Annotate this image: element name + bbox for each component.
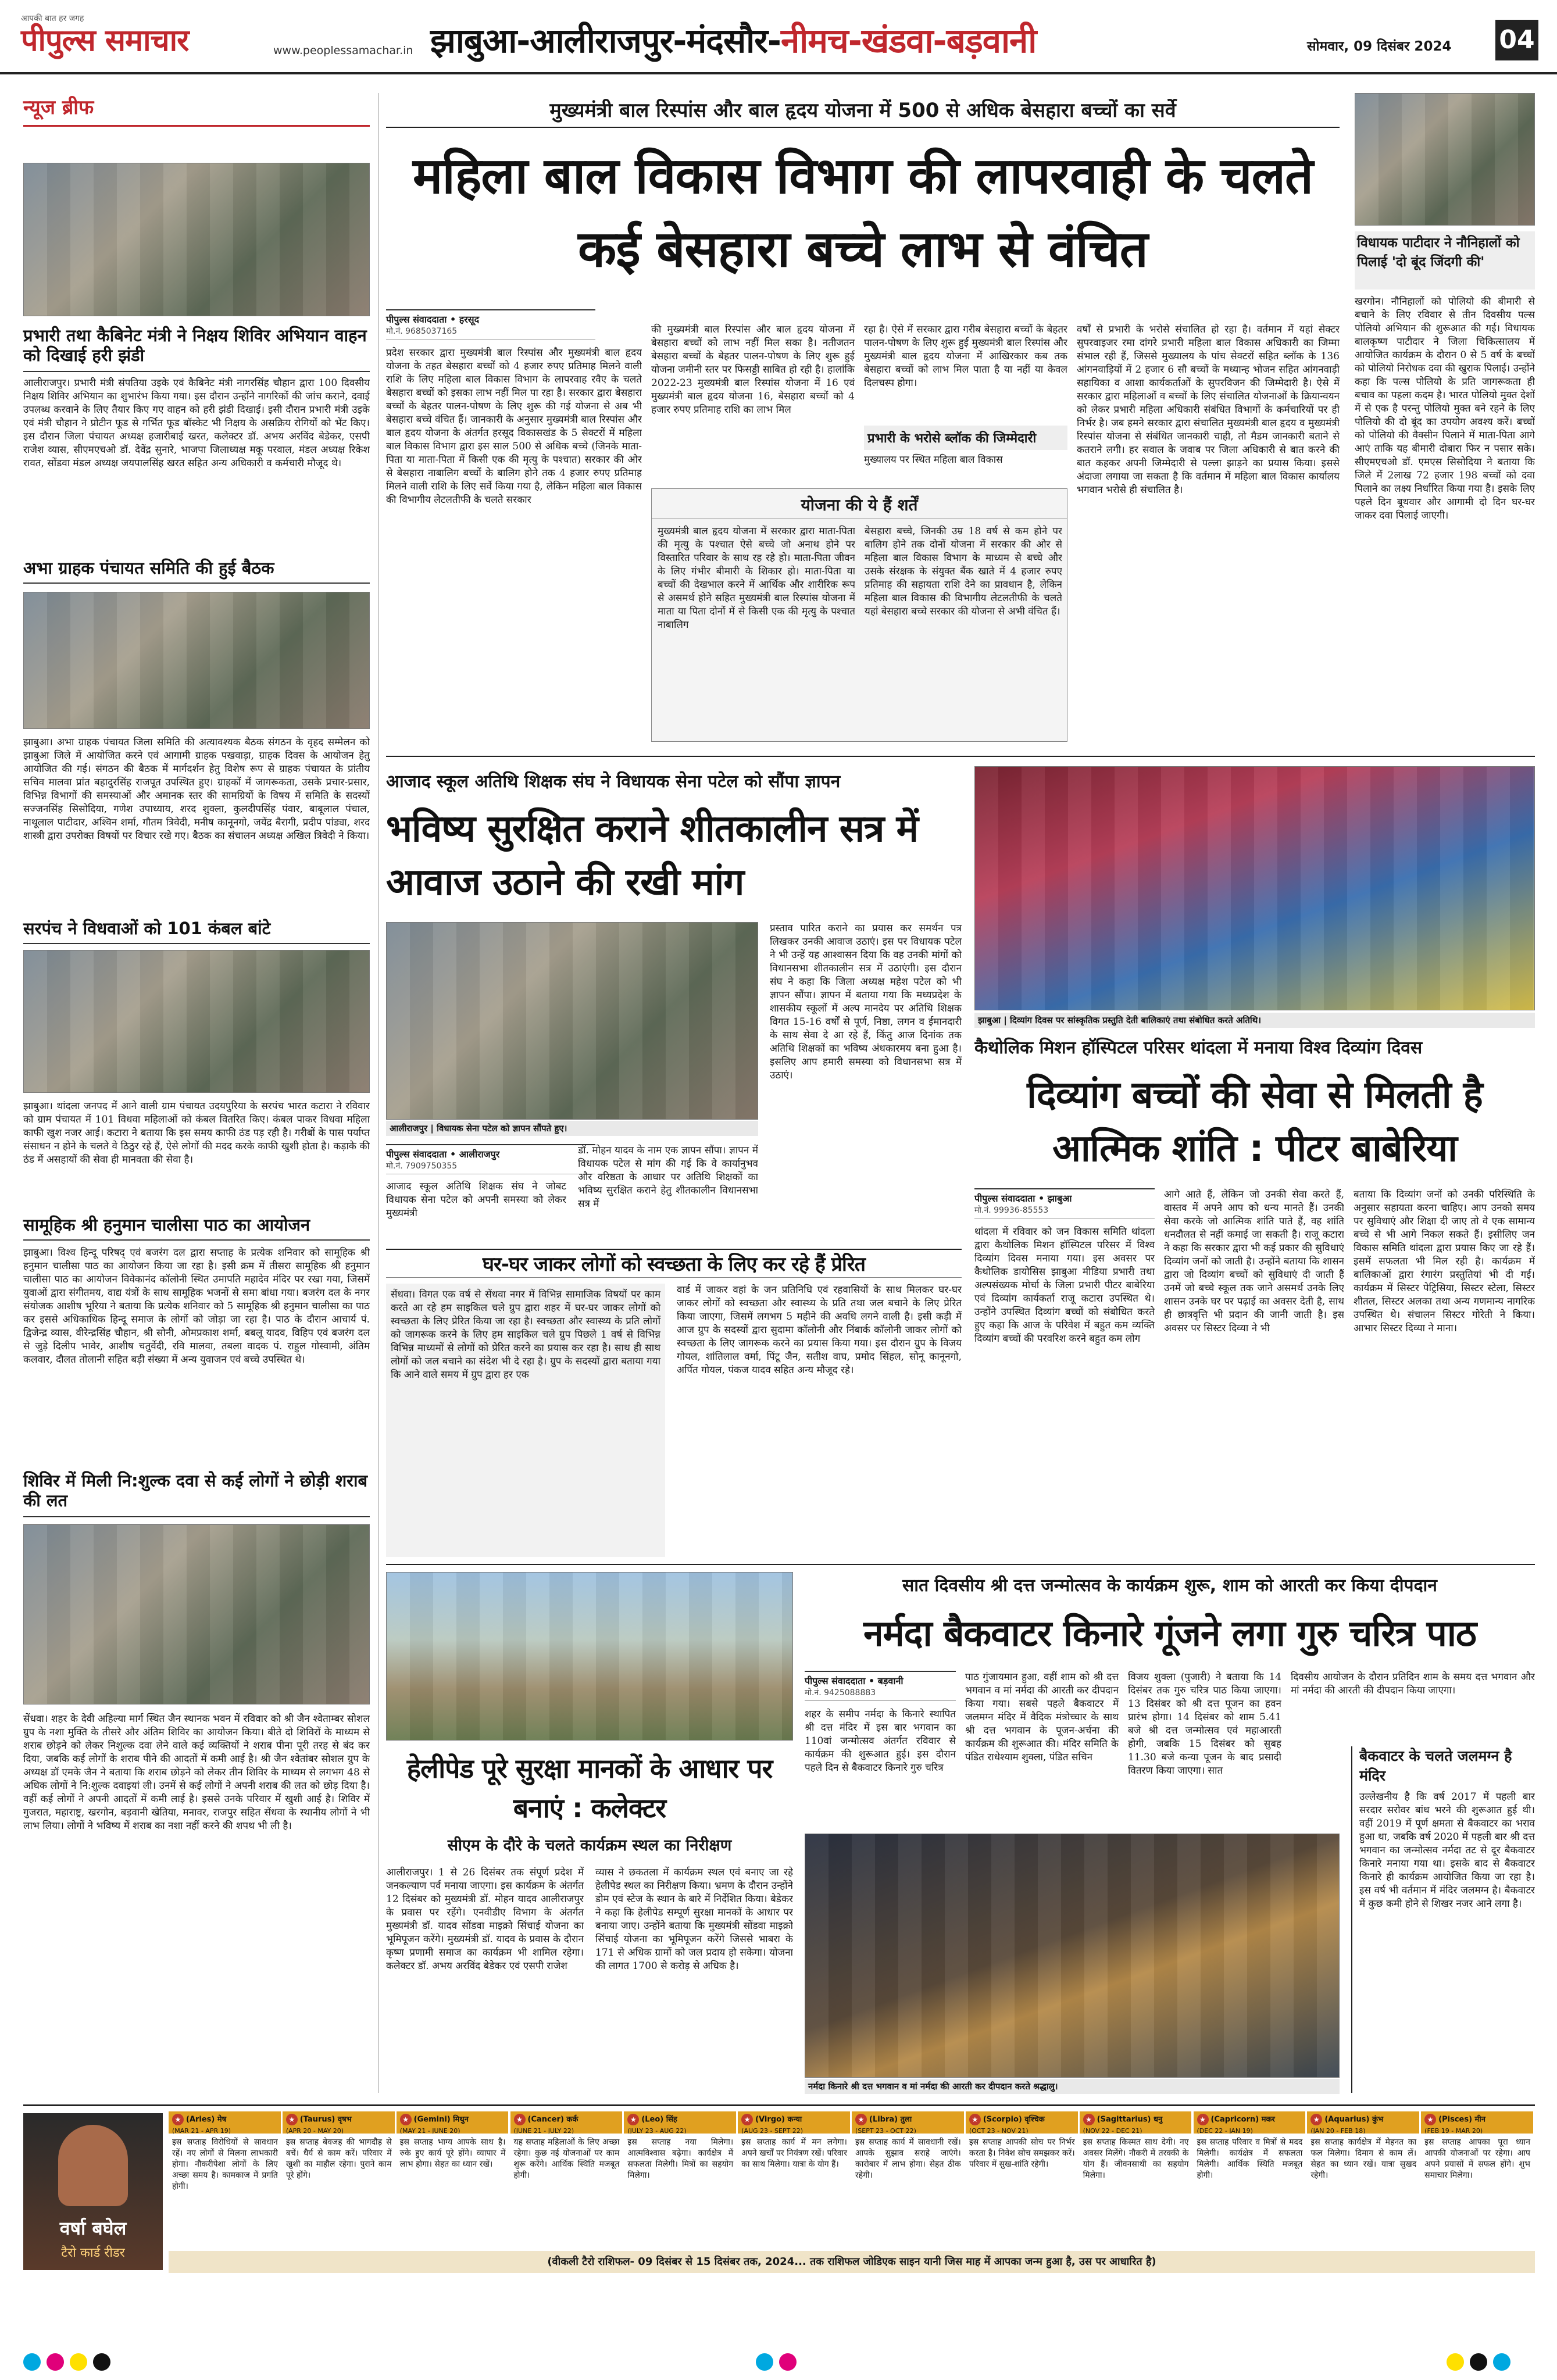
zodiac-symbol-icon: ★ bbox=[286, 2114, 298, 2125]
zodiac-symbol-icon: ★ bbox=[627, 2114, 639, 2125]
narmada-sidebar-body: उल्लेखनीय है कि वर्ष 2017 में पहली बार सरदार सरोवर बांध भरने की शुरूआत हुई थी। वहीं 2019 में पूर्ण क्षमता से बैकवाटर का भराव हुआ था, जबकि वर्ष 2020 में पहली बार श्री दत्त भगवान का जन्मोत्सव नर्मदा तट से दूर बैकवाटर किनारे मनाया गया था। इसके बाद से बैकवाटर किनारे ही कार्यक्रम आयोजित किया जा रहा है। इस वर्ष भी वर्तमान में मंदिर जलमग्न है। बैकवाटर में कुछ कमी होने से शिखर नजर आने लगा है। bbox=[1359, 1791, 1535, 1910]
lead-col-3b: मुख्यालय पर स्थित महिला बाल विकास bbox=[864, 454, 1003, 466]
zodiac-sign-4 bbox=[624, 2111, 737, 2245]
polio-body: खरगोन। नौनिहालों को पोलियो की बीमारी से बचाने के लिए रविवार से तीन दिवसीय पल्स पोलियो अभियान की शुरूआत की गई। विधायक बालकृष्ण पाटीदार ने जिला चिकित्सालय में आयोजित कार्यक्रम के दौरान 0 से 5 वर्ष के बच्चों को पोलियो निरोधक दवा की खुराक पिलाई। उन्होंने कहा कि पल्स पोलियो के प्रति जागरूकता ही बचाव का पहला कदम है। भारत पोलियो मुक्त देशों में से एक है परन्तु पोलियो मुक्त बने रहने के लिए पोलियो की दो बूंद का उपयोग अवश्य करें। बच्चों को पोलियो की वैक्सीन पिलाने में माता-पिता आगे आएं ताकि यह बीमारी दोबारा फिर न पसार सके। सीएमएचओ डॉ. एमएस सिसोदिया ने बताया कि जिले में 2लाख 72 हजार 198 बच्चों को दवा पिलाने का लक्ष्य निर्धारित किया गया है। इसके लिए पहले दिन बूथवार और आगामी दो दिन घर-घर जाकर दवा पिलाई जाएगी। bbox=[1355, 296, 1535, 521]
zodiac-sign-name: (Capricorn) मकर bbox=[1210, 2115, 1275, 2124]
narmada-col-1: शहर के समीप नर्मदा के किनारे स्थापित श्री दत्त मंदिर में इस बार भगवान का 110वां जन्मोत्सव अंतर्गत रविवार से कार्यक्रम की शुरूआत हुई। इस दौरान पहले दिन से बैकवाटर किनारे गुरु चरित्र bbox=[805, 1709, 956, 1774]
reader-title: टैरो कार्ड रीडर bbox=[61, 2246, 125, 2260]
zodiac-sign-text: इस सप्ताह कार्यक्षेत्र में मेहनत का फल मिलेगा। दिमाग से काम लें। सेहत का ध्यान रखें। यात्रा सुखद रहेगी। bbox=[1310, 2138, 1417, 2180]
lead-byline-text: पीपुल्स संवाददाता • हरसूद bbox=[386, 314, 480, 325]
brief-headline-3: सरपंच ने विधवाओं को 101 कंबल बांटे bbox=[23, 919, 370, 944]
divyang-photo bbox=[974, 766, 1535, 1010]
reg-mark-black-2 bbox=[1470, 2353, 1487, 2371]
zodiac-sign-header bbox=[1194, 2111, 1306, 2134]
divyang-photo-caption: झाबुआ | दिव्यांग दिवस पर सांस्कृतिक प्रस्तुति देती बालिकाएं तथा संबोधित करते अतिथि। bbox=[974, 1013, 1535, 1028]
zodiac-sign-header bbox=[738, 2111, 851, 2134]
zodiac-sign-dates: (JULY 23 - AUG 22) bbox=[627, 2127, 687, 2134]
brief-headline-2: अभा ग्राहक पंचायत समिति की हुई बैठक bbox=[23, 558, 370, 584]
reg-mark-black bbox=[93, 2353, 110, 2371]
narmada-photo bbox=[805, 1834, 1340, 2078]
swachhta-story bbox=[386, 1284, 962, 1557]
reader-name: वर्षा बघेल bbox=[59, 2217, 127, 2239]
edition-part-1: झाबुआ-आलीराजपुर-मंदसौर- bbox=[430, 21, 781, 60]
zodiac-sign-text: इस सप्ताह नया मिलेगा। आत्मविश्वास बढ़ेगा। कार्यक्षेत्र में सफलता मिलेगी। मित्रों का सहयोग मिलेगा। bbox=[627, 2138, 734, 2180]
page-number: 04 bbox=[1495, 20, 1538, 60]
reg-mark-yellow bbox=[70, 2353, 87, 2371]
yojana-box-col-2: बेसहारा बच्चे, जिनकी उम्र 18 वर्ष से कम होने पर बालिग होने तक दोनों योजना में सरकार की ओर से महिला बाल विकास विभाग के माध्यम से बच्चे और उसके संरक्षक के संयुक्त बैंक खाते में 4 हजार रुपए प्रतिमाह की सहायता राशि देने का प्रावधान है, लेकिन महिला बाल विकास की विभागीय लेटलतीफी के चलते यहां बेसहारा बच्चे सरकार की योजना से अभी वंचित हैं। bbox=[865, 526, 1062, 617]
zodiac-sign-header bbox=[397, 2111, 509, 2134]
zodiac-sign-name: (Cancer) कर्क bbox=[527, 2115, 578, 2124]
narmada-sidebar bbox=[1351, 1746, 1535, 2093]
lead-col-4: वर्षों से प्रभारी के भरोसे संचालित हो रहा है। वर्तमान में यहां सेक्टर सुपरवाइजर रमा दांगरे प्रभारी महिला बाल विकास अधिकारी का जिम्मा संभाल रही हैं, जिससे मुख्यालय के पांच सेक्टरों सहित ब्लॉक के 136 आंगनवाड़ियों में 2 हजार 6 सौ बच्चों के मध्यान्ह भोजन सहित आंगनवाड़ी सहायिका व आशा कार्यकर्ताओं के सुपरविजन की जिम्मेदारी है। ऐसे में सरकार द्वारा महिलाओं व बच्चों के लिए संचालित योजनाओं के क्रियान्वयन को लेकर प्रभारी महिला अधिकारी संबंधित विभागों के कर्मचारियों पर ही निर्भर है। जब हमने सरकार द्वारा संचालित मुख्यमंत्री बाल हृदय व मुख्यमंत्री रिस्पांस योजना से संबंधित जानकारी चाही, तो मैडम जानकारी बताने से कतराने लगी। हर सवाल के जवाब पर जिला अधिकारी से बात करने की बात कहकर अपनी जिम्मेदारी से पल्ला झाड़ने का प्रयास किया। इससे अंदाजा लगाया जा सकता है कि वर्तमान में महिला बाल विकास कार्यालय भगवान भरोसे ही संचालित है। bbox=[1077, 324, 1340, 496]
zodiac-sign-dates: (FEB 19 - MAR 20) bbox=[1424, 2127, 1483, 2134]
zodiac-sign-0 bbox=[169, 2111, 281, 2245]
brief-body-2: झाबुआ। अभा ग्राहक पंचायत जिला समिति की अत्यावश्यक बैठक संगठन के वृहद सम्मेलन को झाबुआ जिले में आयोजित करने एवं आगामी ग्राहक पखवाड़ा, ग्राहक दिवस के आयोजन हेतु आयोजित की गई। संगठन की बैठक में मार्गदर्शन हेतु विशेष रूप से ग्राहक पंचायत के प्रांतीय सचिव मालवा प्रांत बहादुरसिंह राजपूत उपस्थित हुए। ग्राहकों में जागरूकता, उसके प्रचार-प्रसार, विभिन्न विभागों की समस्याओं और अमानक स्तर की सामग्रियों के विषय में समिति के सदस्यों सज्जनसिंह सिसोदिया, गणेश उपाध्याय, शरद शुक्ला, कुलदीपसिंह पंवार, बाबूलाल पंचाल, नाथूलाल पाटीदार, अश्विन शर्मा, गौतम त्रिवेदी, मनीष कानूनगो, जयेंद्र बैरागी, प्रदीप पांड्या, शरद शास्त्री द्वारा उपरोक्त विषयों पर विचार रखे गए। बैठक का संचालन अध्यक्ष अखिल त्रिवेदी ने किया। bbox=[23, 737, 370, 842]
teacher-col-3: प्रस्ताव पारित कराने का प्रयास कर समर्थन पत्र लिखकर उनकी आवाज उठाएं। इस पर विधायक पटेल ने भी उन्हें यह आश्वासन दिया कि वह उनकी मांगों को विधानसभा शीतकालीन सत्र में उठाएंगी। इस दौरान संघ ने कहा कि जिला अध्यक्ष महेश पटेल को भी ज्ञापन सौंपा। ज्ञापन में बताया गया कि मध्यप्रदेश के शासकीय स्कूलों में अल्प मानदेय पर अतिथि शिक्षक विगत 15-16 वर्षों से पूर्ण, निष्ठा, लगन व ईमानदारी के साथ सेवा दे आ रहे हैं, किंतु आज दिनांक तक अतिथि शिक्षकों का भविष्य अंधकारमय बना हुआ है। इसलिए आप हमारी समस्या को विधानसभा सत्र में उठाएं। bbox=[770, 923, 962, 1081]
lead-story bbox=[386, 93, 1340, 747]
narmada-story bbox=[805, 1572, 1535, 2095]
reg-mark-yellow-2 bbox=[1447, 2353, 1464, 2371]
zodiac-sign-11 bbox=[1421, 2111, 1534, 2245]
zodiac-sign-text: इस सप्ताह परिवार व मित्रों से मदद मिलेगी। कार्यक्षेत्र में सफलता मिलेगी। आर्थिक स्थिति मजबूत होगी। bbox=[1197, 2138, 1303, 2180]
brief-headline-4: सामूहिक श्री हनुमान चालीसा पाठ का आयोजन bbox=[23, 1215, 370, 1241]
divyang-headline: दिव्यांग बच्चों की सेवा से मिलती है आत्मिक शांति : पीटर बाबेरिया bbox=[1027, 1074, 1483, 1170]
teacher-col-1: आजाद स्कूल अतिथि शिक्षक संघ ने जोबट विधायक सेना पटेल को अपनी समस्या को लेकर मुख्यमंत्री bbox=[386, 1181, 566, 1219]
polio-story bbox=[1355, 93, 1535, 747]
zodiac-sign-6 bbox=[852, 2111, 965, 2245]
teacher-mobile: मो.नं. 7909750355 bbox=[386, 1162, 458, 1171]
divyang-kicker: कैथोलिक मिशन हॉस्पिटल परिसर थांदला में मनाया विश्व दिव्यांग दिवस bbox=[974, 1038, 1423, 1058]
zodiac-sign-name: (Gemini) मिथुन bbox=[413, 2115, 469, 2124]
zodiac-symbol-icon: ★ bbox=[172, 2114, 184, 2125]
brief-body-1: आलीराजपुर। प्रभारी मंत्री संपतिया उइके एवं कैबिनेट मंत्री नागरसिंह चौहान द्वारा 100 दिवसीय निक्षय शिविर अभियान का शुभारंभ किया गया। इस दौरान उन्होंने नागरिकों की जांच कराने, दवाई उपलब्ध करवाने के लिए तैयार किए गए वाहन को हरी झंडी दिखाई। इसी दौरान प्रभारी मंत्री उइके एवं मंत्री चौहान ने प्रोटीन फूड से गर्भित फूड बॉस्केट भी निक्षय के असक्रिय रोगियों को भेंट किए। इस दौरान जिला पंचायत अध्यक्ष हजारीबाई खरत, कलेक्टर डॉ. अभय अरविंद बेडेकर, एसपी राजेश व्यास, सीएमएचओ डॉ. देवेंद्र सुनारे, भाजपा जिलाध्यक्ष मकू परवाल, मंडल अध्यक्ष रिकेश रावत, सोंडवा मंडल अध्यक्ष जयपालसिंह खरत सहित अन्य अधिकारी व कर्मचारी मौजूद थे। bbox=[23, 377, 370, 469]
zodiac-sign-8 bbox=[1080, 2111, 1192, 2245]
zodiac-sign-2 bbox=[397, 2111, 509, 2245]
brief-photo-1 bbox=[23, 163, 370, 316]
zodiac-sign-name: (Libra) तुला bbox=[869, 2115, 912, 2124]
narmada-photo-caption: नर्मदा किनारे श्री दत्त भगवान व मां नर्मदा की आरती कर दीपदान करते श्रद्धालु। bbox=[805, 2079, 1340, 2094]
logo bbox=[21, 13, 265, 59]
zodiac-sign-dates: (MAR 21 - APR 19) bbox=[172, 2127, 231, 2134]
zodiac-sign-name: (Aries) मेष bbox=[186, 2115, 227, 2124]
teacher-photo-caption: आलीराजपुर | विधायक सेना पटेल को ज्ञापन सौंपते हुए। bbox=[386, 1121, 758, 1136]
divyang-byline-text: पीपुल्स संवाददाता • झाबुआ bbox=[974, 1193, 1072, 1204]
section-rule-2 bbox=[386, 1564, 1535, 1565]
zodiac-symbol-icon: ★ bbox=[741, 2114, 753, 2125]
lead-subhead: प्रभारी के भरोसे ब्लॉक की जिम्मेदारी bbox=[864, 426, 1067, 450]
horoscope-footer: (वीकली टैरो राशिफल- 09 दिसंबर से 15 दिसंबर तक, 2024... तक राशिफल जोडिएक साइन यानी जिस माह में आपका जन्म हुआ है, उस पर आधारित है) bbox=[169, 2251, 1535, 2273]
edition-part-2: नीमच-खंडवा-बड़वानी bbox=[780, 21, 1037, 60]
zodiac-symbol-icon: ★ bbox=[1083, 2114, 1095, 2125]
zodiac-sign-dates: (APR 20 - MAY 20) bbox=[285, 2127, 344, 2134]
narmada-byline-text: पीपुल्स संवाददाता • बड़वानी bbox=[805, 1675, 904, 1686]
zodiac-sign-header bbox=[283, 2111, 395, 2134]
divyang-byline bbox=[974, 1188, 1155, 1218]
swachhta-col-2: वार्ड में जाकर वहां के जन प्रतिनिधि एवं रहवासियों के साथ मिलकर घर-घर जाकर लोगों को स्वच्छता और स्वास्थ्य के प्रति तथा जल बचाने के लिए प्रेरित किया जाएगा, जिसमें लगभग 5 महीने की अवधि लगने वाली है। इसी कड़ी में आज ग्रुप के सदस्यों द्वारा सुदामा कॉलोनी और निंबार्क कॉलोनी जाकर लोगों को स्वच्छता के लिए जागरूक करने का प्रयास किया गया। इस दौरान ग्रुप के विजय गोयल, शांतिलाल वर्मा, पिंटू जैन, सतीश वाघ, प्रमोद सिंहल, सोनू कानूनगो, अर्पित गोयल, पंकज यादव सहित अन्य मौजूद रहे। bbox=[677, 1284, 962, 1376]
yojana-box-title: योजना की ये हैं शर्तें bbox=[652, 489, 1067, 519]
narmada-headline: नर्मदा बैकवाटर किनारे गूंजने लगा गुरु चरित्र पाठ bbox=[863, 1612, 1476, 1654]
brief-headline-1: प्रभारी तथा कैबिनेट मंत्री ने निक्षय शिविर अभियान वाहन को दिखाई हरी झंडी bbox=[23, 326, 370, 372]
polio-photo bbox=[1355, 93, 1535, 226]
brief-headline-5: शिविर में मिली नि:शुल्क दवा से कई लोगों ने छोड़ी शराब की लत bbox=[23, 1471, 370, 1517]
narmada-mobile: मो.नं. 9425088883 bbox=[805, 1688, 876, 1698]
zodiac-sign-dates: (OCT 23 - NOV 21) bbox=[969, 2127, 1029, 2134]
lead-headline: महिला बाल विकास विभाग की लापरवाही के चलते कई बेसहारा बच्चे लाभ से वंचित bbox=[413, 147, 1313, 278]
narmada-col-2: पाठ गुंजायमान हुआ, वहीं शाम को श्री दत्त भगवान व मां नर्मदा की आरती कर दीपदान किया गया। सबसे पहले बैकवाटर में जलमग्न मंदिर में वैदिक मंत्रोच्चार के साथ श्री दत्त भगवान के पूजन-अर्चना की कार्यक्रम की शुरूआत की। मंदिर समिति के पंडित राधेश्याम शुक्ला, पंडित सचिन bbox=[965, 1671, 1119, 1763]
divyang-mobile: मो.नं. 99936-85553 bbox=[974, 1206, 1049, 1215]
lead-byline bbox=[386, 309, 595, 340]
brief-body-3: झाबुआ। थांदला जनपद में आने वाली ग्राम पंचायत उदयपुरिया के सरपंच भारत कटारा ने रविवार को ग्राम पंचायत में 101 विधवा महिलाओं को कंबल वितरित किए। कंबल पाकर विधवा महिला काफी खुश नजर आई। कटारा ने बताया कि इस समय काफी ठंड पड़ रही है। गरीबों के पास पर्याप्त संसाधन न होने के चलते वे ठिठुर रहे हैं, ऐसे लोगों की मदद करके काफी खुशी होता है। कड़ाके की ठंड में असहायों की सेवा ही मानवता की सेवा है। bbox=[23, 1100, 370, 1166]
narmada-sidebar-title: बैकवाटर के चलते जलमग्न है मंदिर bbox=[1359, 1748, 1512, 1784]
zodiac-sign-text: इस सप्ताह कार्य में सावधानी रखें। आपके सुझाव सराहे जाएंगे। कारोबार में लाभ होगा। सेहत ठीक रहेगी। bbox=[855, 2138, 961, 2180]
brief-photo-2 bbox=[23, 592, 370, 729]
reader-photo bbox=[58, 2125, 128, 2206]
edition-title bbox=[430, 16, 1036, 62]
zodiac-sign-5 bbox=[738, 2111, 851, 2245]
news-brief-label: न्यूज ब्रीफ bbox=[23, 93, 370, 127]
divyang-col-1: थांदला में रविवार को जन विकास समिति थांदला द्वारा कैथोलिक मिशन हॉस्पिटल परिसर में विश्व दिव्यांग दिवस मनाया गया। इस अवसर पर कैथोलिक डायोसिस झाबुआ मीडिया प्रभारी तथा अल्पसंख्यक मोर्चा के जिला प्रभारी पीटर बाबेरिया एवं दिव्यांग कार्यकर्ता राजू कटारा उपस्थित थे। उन्होंने उपस्थित दिव्यांग बच्चों को संबोधित करते हुए कहा कि आज के परिवेश में बहुत कम व्यक्ति दिव्यांग बच्चों की परवरिश करने बहुत कम लोग bbox=[974, 1226, 1155, 1345]
zodiac-sign-text: इस सप्ताह भाग्य आपके साथ है। रुके हुए कार्य पूरे होंगे। व्यापार में लाभ होगा। सेहत का ध्यान रखें। bbox=[399, 2138, 506, 2169]
teacher-kicker: आजाद स्कूल अतिथि शिक्षक संघ ने विधायक सेना पटेल को सौंपा ज्ञापन bbox=[386, 771, 841, 792]
narmada-col-3: विजय शुक्ला (पुजारी) ने बताया कि 14 दिसंबर तक गुरु चरित्र पाठ किया जाएगा। 13 दिसंबर को श्री दत्त पूजन का हवन प्रारंभ होगा। 14 दिसंबर को शाम 5.41 बजे श्री दत्त जन्मोत्सव एवं महाआरती होगी, जबकि 15 दिसंबर को सुबह 11.30 बजे कन्या पूजन के बाद प्रसादी वितरण किया जाएगा। सात bbox=[1128, 1671, 1281, 1777]
zodiac-sign-text: इस सप्ताह आपका पूरा ध्यान आपकी योजनाओं पर रहेगा। आप अपने प्रयासों में सफल होंगे। शुभ समाचार मिलेगा। bbox=[1424, 2138, 1530, 2180]
logo-text: पीपुल्स समाचार bbox=[21, 23, 189, 58]
zodiac-symbol-icon: ★ bbox=[1424, 2114, 1436, 2125]
zodiac-symbol-icon: ★ bbox=[1310, 2114, 1322, 2125]
reg-mark-magenta-2 bbox=[779, 2353, 797, 2371]
zodiac-sign-header bbox=[1080, 2111, 1192, 2134]
teacher-byline bbox=[386, 1144, 595, 1174]
divyang-col-3: बताया कि दिव्यांग जनों को उनकी परिस्थिति के अनुसार सहायता करना चाहिए। आप उनको समय पर सुविधाएं और शिक्षा दी जाए तो वे एक सामान्य बच्चे से भी आगे निकल सकते हैं। इसीलिए जन विकास समिति थांदला द्वारा प्रयास किए जा रहे हैं। इसमें सफलता भी मिल रही है। कार्यक्रम में बालिकाओं द्वारा रंगारंग प्रस्तुतियां भी दी गई। कार्यक्रम में सिस्टर पेट्रिसिया, सिस्टर स्टेला, सिस्टर शीतल, सिस्टर अलका तथा अन्य गणमान्य नागरिक उपस्थित थे। संचालन सिस्टर गोरेती ने किया। आभार सिस्टर दिव्या ने माना। bbox=[1354, 1189, 1535, 1334]
lead-kicker: मुख्यमंत्री बाल रिस्पांस और बाल हृदय योजना में 500 से अधिक बेसहारा बच्चों का सर्वे bbox=[386, 93, 1340, 128]
zodiac-sign-dates: (NOV 22 - DEC 21) bbox=[1083, 2127, 1142, 2134]
reg-mark-cyan-2 bbox=[756, 2353, 773, 2371]
zodiac-sign-header bbox=[852, 2111, 965, 2134]
teacher-byline-text: पीपुल्स संवाददाता • आलीराजपुर bbox=[386, 1149, 500, 1160]
zodiac-symbol-icon: ★ bbox=[855, 2114, 867, 2125]
brief-body-5: सेंधवा। शहर के देवी अहिल्या मार्ग स्थित जैन स्थानक भवन में रविवार को श्री जैन श्वेताम्बर सोशल ग्रुप के नशा मुक्ति के तीसरे और अंतिम शिविर का आयोजन किया। बीते दो शिविरों के माध्यम से शराब छोड़ने को लेकर निशुल्क दवा लेने वाले कई व्यक्तियों ने शराब पीना पूरी तरह से बंद कर दिया, जबकि कई लोगों के शराब पीने की आदतों में कमी आई है। श्री जैन श्वेतांबर सोशल ग्रुप के अध्यक्ष डॉ एमके जैन ने बताया कि शराब छोड़ने को लेकर तीन शिविर के माध्यम से लगभग 48 से अधिक लोगों ने नि:शुल्क दवाइयां ली। उनमें से कई लोगों ने अपनी शराब की लत को छोड़ दिया है। वहीं कई लोगों ने अपनी आदतों में कमी लाई है। इससे उनके परिवार में खुशी आई है। शिविर में गुजरात, महाराष्ट्र, खरगोन, बड़वानी खेतिया, मनावर, राजपुर सहित सेंधवा के स्थानीय लोगों ने भी लाभ लिया। लोगों ने भविष्य में शराब का नशा नहीं करने की शपथ भी ली है। bbox=[23, 1713, 370, 1832]
narmada-kicker: सात दिवसीय श्री दत्त जन्मोत्सव के कार्यक्रम शुरू, शाम को आरती कर किया दीपदान bbox=[902, 1575, 1437, 1596]
zodiac-sign-name: (Taurus) वृषभ bbox=[299, 2115, 352, 2124]
zodiac-sign-3 bbox=[510, 2111, 623, 2245]
narmada-col-4: दिवसीय आयोजन के दौरान प्रतिदिन शाम के समय दत्त भगवान और मां नर्मदा की आरती की दीपदान किया जाएगा। bbox=[1291, 1671, 1535, 1696]
zodiac-sign-header bbox=[624, 2111, 737, 2134]
zodiac-sign-header bbox=[510, 2111, 623, 2134]
masthead bbox=[0, 0, 1557, 74]
teacher-col-2: डॉ. मोहन यादव के नाम एक ज्ञापन सौंपा। ज्ञापन में विधायक पटेल से मांग की गई कि वे कार्यानुभव और वरिष्ठता के आधार पर अतिथि शिक्षकों का भविष्य सुरक्षित कराने हेतु शीतकालीन विधानसभा सत्र में bbox=[578, 1145, 758, 1210]
zodiac-symbol-icon: ★ bbox=[400, 2114, 412, 2125]
polio-caption: विधायक पाटीदार ने नौनिहालों को पिलाई 'दो बूंद जिंदगी की' bbox=[1355, 231, 1535, 290]
website[interactable]: www.peoplessamachar.in bbox=[273, 44, 413, 57]
swachhta-headline: घर-घर जाकर लोगों को स्वच्छता के लिए कर रहे हैं प्रेरित bbox=[386, 1249, 962, 1278]
brief-photo-5 bbox=[23, 1524, 370, 1704]
reg-mark-magenta bbox=[47, 2353, 64, 2371]
color-registration-marks bbox=[0, 2344, 1557, 2380]
zodiac-sign-text: यह सप्ताह महिलाओं के लिए अच्छा रहेगा। कुछ नई योजनाओं पर काम शुरू करेंगे। आर्थिक स्थिति मजबूत होगी। bbox=[513, 2138, 620, 2180]
teacher-headline: भविष्य सुरक्षित कराने शीतकालीन सत्र में आवाज उठाने की रखी मांग bbox=[386, 807, 918, 904]
issue-date: सोमवार, 09 दिसंबर 2024 bbox=[1307, 39, 1452, 54]
helipad-headline: हेलीपेड पूरे सुरक्षा मानकों के आधार पर बनाएं : कलेक्टर bbox=[406, 1753, 773, 1824]
zodiac-sign-header bbox=[1421, 2111, 1534, 2134]
teacher-photo bbox=[386, 922, 758, 1120]
helipad-photo bbox=[386, 1572, 793, 1741]
zodiac-sign-name: (Leo) सिंह bbox=[641, 2115, 677, 2124]
section-rule-1 bbox=[386, 756, 1535, 757]
tarot-reader bbox=[23, 2113, 163, 2270]
zodiac-sign-dates: (JAN 20 - FEB 18) bbox=[1310, 2127, 1366, 2134]
zodiac-symbol-icon: ★ bbox=[514, 2114, 526, 2125]
zodiac-symbol-icon: ★ bbox=[1197, 2114, 1209, 2125]
zodiac-sign-name: (Virgo) कन्या bbox=[755, 2115, 802, 2124]
lead-mobile: मो.नं. 9685037165 bbox=[386, 327, 458, 336]
zodiac-sign-text: इस सप्ताह विरोधियों से सावधान रहें। नए लोगों से मिलना लाभकारी होगा। नौकरीपेशा लोगों के लिए अच्छा समय है। कामकाज में प्रगति होगी। bbox=[172, 2138, 278, 2191]
helipad-col-1: आलीराजपुर। 1 से 26 दिसंबर तक संपूर्ण प्रदेश में जनकल्याण पर्व मनाया जाएगा। इस कार्यक्रम के अंतर्गत 12 दिसंबर को मुख्यमंत्री डॉ. मोहन यादव आलीराजपुर के प्रवास पर रहेंगे। एनवीडीए विभाग के अंतर्गत मुख्यमंत्री डॉ. यादव सोंडवा माइक्रो सिंचाई योजना का भूमिपूजन करेंगे। मुख्यमंत्री डॉ. यादव के प्रवास के दौरान कृष्ण प्रणामी समाज का कार्यक्रम भी शामिल रहेगा। कलेक्टर डॉ. अभय अरविंद बेडेकर एवं एसपी राजेश bbox=[386, 1867, 584, 1972]
zodiac-sign-dates: (DEC 22 - JAN 19) bbox=[1197, 2127, 1253, 2134]
zodiac-sign-name: (Sagittarius) धनु bbox=[1097, 2115, 1163, 2124]
zodiac-sign-name: (Aquarius) कुंभ bbox=[1324, 2115, 1384, 2124]
news-brief-column bbox=[23, 93, 370, 2093]
zodiac-sign-7 bbox=[966, 2111, 1079, 2245]
yojana-box bbox=[651, 488, 1067, 742]
divyang-story bbox=[974, 766, 1535, 1557]
zodiac-sign-dates: (SEPT 23 - OCT 22) bbox=[855, 2127, 916, 2134]
zodiac-sign-header bbox=[169, 2111, 281, 2134]
zodiac-sign-10 bbox=[1307, 2111, 1420, 2245]
brief-photo-3 bbox=[23, 950, 370, 1093]
zodiac-sign-text: इस सप्ताह बेवजह की भागदौड़ से बचें। धैर्य से काम करें। परिवार में खुशी का माहौल रहेगा। पुराने काम पूरे होंगे। bbox=[285, 2138, 392, 2180]
zodiac-symbol-icon: ★ bbox=[969, 2114, 981, 2125]
zodiac-sign-1 bbox=[283, 2111, 395, 2245]
zodiac-sign-text: इस सप्ताह आपकी सोच पर निर्भर करता है। निवेश सोच समझकर करें। परिवार में सुख-शांति रहेगी। bbox=[969, 2138, 1075, 2169]
zodiac-sign-dates: (AUG 23 - SEPT 22) bbox=[741, 2127, 804, 2134]
lead-col-3: रहा है। ऐसे में सरकार द्वारा गरीब बेसहारा बच्चों के बेहतर पालन-पोषण के लिए शुरू हुई मुख्यमंत्री बाल रिस्पांस और मुख्यमंत्री बाल हृदय योजना में आखिरकार कब तक बेसहारा बच्चों को लाभ मिल पाता है या नहीं या केवल दिलचस्प होगा। bbox=[864, 324, 1067, 389]
swachhta-col-1: सेंधवा। विगत एक वर्ष से सेंधवा नगर में विभिन्न सामाजिक विषयों पर काम करते आ रहे हम साइकिल चले ग्रुप द्वारा शहर में घर-घर जाकर लोगों को स्वच्छता के लिए प्रेरित किया जा रहा है। स्वच्छता और स्वास्थ्य के प्रति लोगों को जागरूक करने के लिए हम साइकिल चले ग्रुप पिछले 1 वर्ष से विभिन्न विभिन्न माध्यमों से लोगों को प्रेरित करने का प्रयास कर रहा है। साथ ही साथ लोगों को जल बचाने का संदेश भी दे रहा है। ग्रुप के सदस्यों द्वारा बताया गया कि आने वाले समय में ग्रुप द्वारा हर एक bbox=[386, 1284, 665, 1557]
zodiac-sign-9 bbox=[1194, 2111, 1306, 2245]
zodiac-sign-text: इस सप्ताह कार्य में मन लगेगा। अपने खर्चों पर नियंत्रण रखें। परिवार का साथ मिलेगा। यात्रा के योग हैं। bbox=[741, 2138, 847, 2169]
zodiac-sign-dates: (JUNE 21 - JULY 22) bbox=[513, 2127, 574, 2134]
helipad-subhead: सीएम के दौरे के चलते कार्यक्रम स्थल का निरीक्षण bbox=[447, 1836, 732, 1854]
zodiac-sign-header bbox=[1307, 2111, 1420, 2134]
lead-col-2: की मुख्यमंत्री बाल रिस्पांस और बाल हृदय योजना में बेसहारा बच्चों को लाभ नहीं मिल सका है। नतीजतन बेसहारा बच्चों के बेहतर पालन-पोषण के लिए शुरू हुई योजना जमीनी स्तर पर फिसड्डी साबित हो रही है। हालांकि 2022-23 मुख्यमंत्री बाल रिस्पांस योजना में 16 एवं मुख्यमंत्री बाल हृदय योजना 16, बेसहारा बच्चों को 4 हजार रुपए प्रतिमाह राशि का लाभ मिल bbox=[651, 324, 855, 416]
teacher-story bbox=[386, 766, 962, 1313]
lead-col-1: प्रदेश सरकार द्वारा मुख्यमंत्री बाल रिस्पांस और मुख्यमंत्री बाल हृदय योजना के तहत बेसहारा बच्चों को 4 हजार रुपए प्रतिमाह मिलने वाली राशि के लिए महिला बाल विकास विभाग के लापरवाह रवैए के चलते बेसहारा बच्चों को इसका लाभ नहीं मिल पा रहा है। सरकार द्वारा बेसहारा बच्चों के बेहतर पालन-पोषण के लिए शुरू की गई योजना से अब भी बेसहारा बच्चे वंचित हैं। जानकारी के अनुसार मुख्यमंत्री बाल रिस्पांस और बाल हृदय योजना के अंतर्गत हरसूद विकासखंड के 5 सेक्टरों में महिला बाल विकास विभाग द्वारा इस साल 500 से अधिक बच्चे (जिनके माता-पिता या माता-पिता में किसी एक की मृत्यु के पश्चात) सरकार की ओर से बेसहारा नाबालिग बच्चों के बालिग होने तक 4 हजार रुपए प्रतिमाह मिलने वाली राशि के लिए सर्वे किया गया है, लेकिन महिला बाल विकास की विभागीय लेटलतीफी के चलते सरकार bbox=[386, 347, 642, 506]
narmada-byline bbox=[805, 1671, 956, 1701]
zodiac-sign-name: (Scorpio) वृश्चिक bbox=[983, 2115, 1045, 2124]
yojana-box-col-1: मुख्यमंत्री बाल हृदय योजना में सरकार द्वारा माता-पिता की मृत्यु के पश्चात ऐसे बच्चे जो अनाथ होने पर विस्तारित परिवार के साथ रह रहे हो। माता-पिता जीवन के लिए गंभीर बीमारी के शिकार हो। माता-पिता या बच्चों की देखभाल करने में आर्थिक और शारीरिक रूप से असमर्थ होने सहित मुख्यमंत्री बाल रिस्पांस योजना में माता या पिता दोनों में से किसी एक की मृत्यु के पश्चात नाबालिग bbox=[658, 526, 855, 631]
zodiac-sign-name: (Pisces) मीन bbox=[1438, 2115, 1485, 2124]
helipad-col-2: व्यास ने छकतला में कार्यक्रम स्थल एवं बनाए जा रहे हेलीपेड स्थल का निरीक्षण किया। भ्रमण के दौरान उन्होंने डोम एवं स्टेज के स्थान के बारे में निर्देशित किया। बेडेकर ने कहा कि हेलीपेड सम्पूर्ण सुरक्षा मानकों के आधार पर बनाया जाए। उन्होंने बताया कि मुख्यमंत्री सोंडवा माइक्रो सिंचाई योजना का भूमिपूजन करेंगे जिससे भाबरा के 171 से अधिक ग्रामों को जल प्रदाय हो सकेगा। योजना की लागत 1700 से करोड़ से अधिक है। bbox=[595, 1867, 793, 1972]
reg-mark-cyan-3 bbox=[1493, 2353, 1510, 2371]
zodiac-sign-dates: (MAY 21 - JUNE 20) bbox=[399, 2127, 460, 2134]
brief-body-4: झाबुआ। विश्व हिन्दू परिषद् एवं बजरंग दल द्वारा सप्ताह के प्रत्येक शनिवार को सामूहिक श्री हनुमान चालीसा पाठ का आयोजन किया जा रहा है। इसी क्रम में तीसरा सामूहिक श्री हनुमान चालीसा पाठ का आयोजन विवेकानंद कॉलोनी स्थित उमापति महादेव मंदिर पर रखा गया, जिसमें युवाओं द्वारा संगीतमय, वाद्य यंत्रों के साथ सामूहिक भजनों से समा बांधा गया। बजरंग दल के नगर संयोजक आशीष भूरिया ने बताया कि प्रत्येक शनिवार को 5 सामूहिक श्री हनुमान चालीसा का पाठ कर इससे अधिकाधिक हिन्दू समाज के लोगों को जोड़ा जा रहा है। पाठ के दौरान आचार्य पं. द्विजेन्द्र व्यास, वीरेन्द्रसिंह चौहान, श्री सोनी, ओमप्रकाश शर्मा, बबलू यादव, विहिप एवं बजरंग दल से जुड़े दिलीप भावेर, आशीष चतुर्वेदी, रवि मालवा, तबला वादक पं. राहुल गोस्वामी, अंतिम कलवार, दौलत तोलानी सहित बड़ी संख्या में अन्य युवाजन एवं बच्चे उपस्थित थे। bbox=[23, 1247, 370, 1366]
logo-tagline: आपकी बात हर जगह bbox=[21, 14, 84, 23]
zodiac-sign-header bbox=[966, 2111, 1079, 2134]
divyang-col-2: आगे आते हैं, लेकिन जो उनकी सेवा करते हैं, वास्तव में अपने आप को धन्य मानते हैं। उनकी सेवा करके जो आत्मिक शांति पाते हैं, वह शांति धनदौलत से नहीं कमाई जा सकती है। राजू कटारा ने कहा कि सरकार द्वारा भी कई प्रकार की सुविधाएं दिव्यांग जनों को जाती है। उन्होंने बताया कि शासन द्वारा जो दिव्यांग बच्चों को सुविधाएं दी जाती हैं उनमें जो बच्चे स्कूल तक जाने असमर्थ उनके लिए शासन उनके घर पर पढ़ाई का अवसर देती है, साथ ही छात्रवृत्ति भी प्रदान की जानी जाती है। इस अवसर पर सिस्टर दिव्या ने भी bbox=[1164, 1189, 1344, 1334]
helipad-story bbox=[386, 1572, 793, 2095]
reg-mark-cyan bbox=[23, 2353, 41, 2371]
zodiac-sign-text: इस सप्ताह किस्मत साथ देगी। नए अवसर मिलेंगे। नौकरी में तरक्की के योग हैं। जीवनसाथी का सहयोग मिलेगा। bbox=[1083, 2138, 1189, 2180]
